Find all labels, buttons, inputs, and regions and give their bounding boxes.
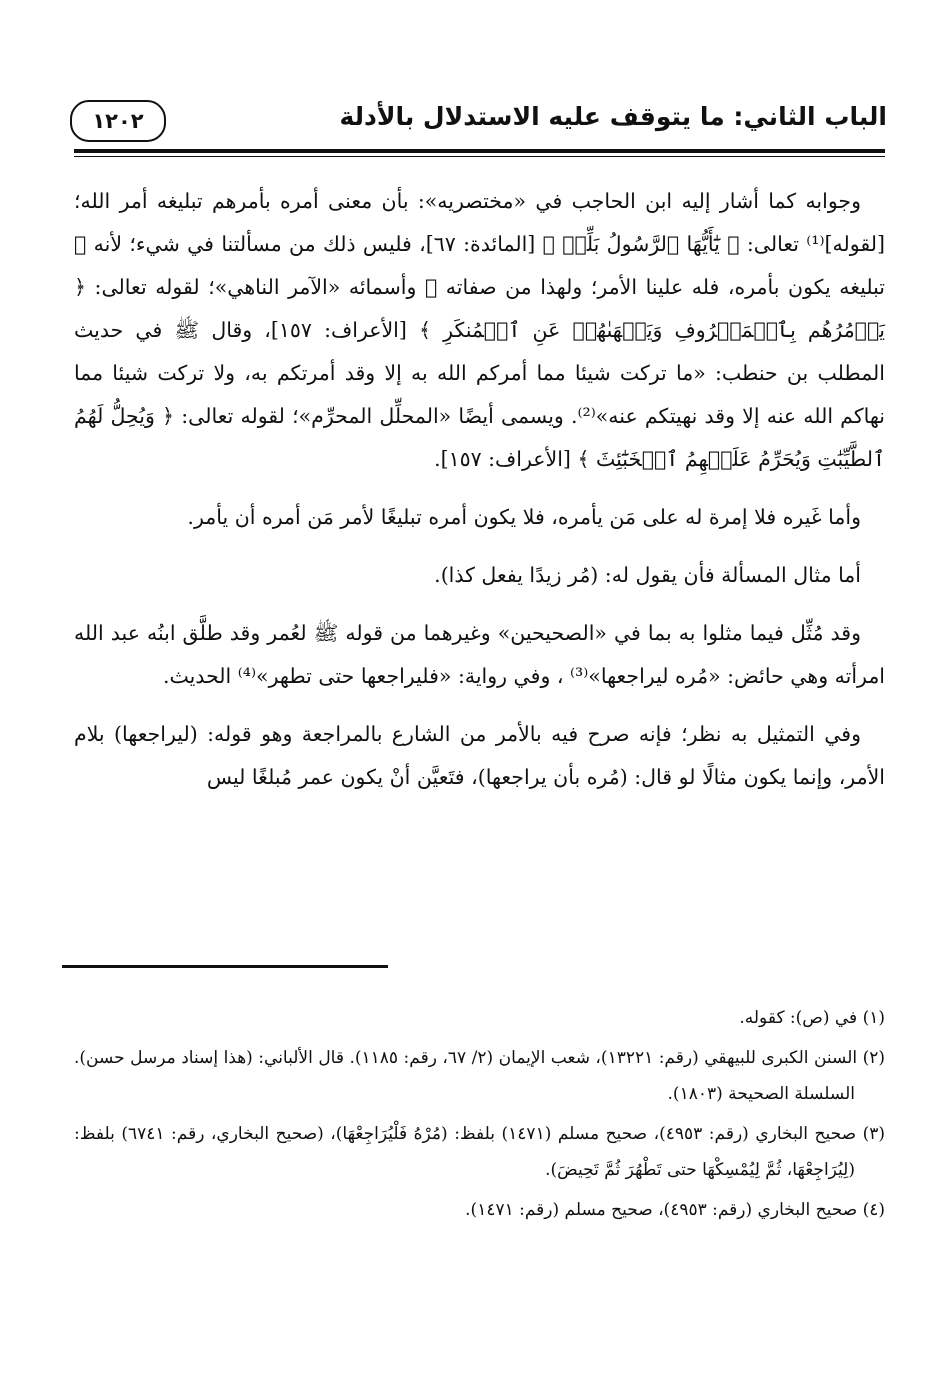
footnotes	[74, 1000, 885, 1232]
paragraph-1: وجوابه كما أشار إليه ابن الحاجب في «مختصريه»: بأن معنى أمره بأمرهم تبليغه أمر الله؛ [لقوله]⁽¹⁾ تعالى: ﴿ يَٰٓأَيُّهَا ٱلرَّسُولُ بَلِّغۡ ﴾ [المائدة: ٦٧]، فليس ذلك من مسألتنا في شيء؛ لأنه ﷺ تبليغه يكون بأمره، فله علينا الأمر؛ ولهذا من صفاته ﷺ وأسمائه «الآمر الناهي»؛ لقوله تعالى: ﴿ يَأۡمُرُهُم بِٱلۡمَعۡرُوفِ وَيَنۡهَىٰهُمۡ عَنِ ٱلۡمُنكَرِ ﴾ [الأعراف: ١٥٧]، وقال ﷺ في حديث المطلب بن حنطب: «ما تركت شيئا مما أمركم الله به إلا وقد أمرتكم به، ولا تركت شيئا مما نهاكم الله عنه إلا وقد نهيتكم عنه»⁽²⁾. ويسمى أيضًا «المحلِّل المحرِّم»؛ لقوله تعالى: ﴿ وَيُحِلُّ لَهُمُ ٱلطَّيِّبَٰتِ وَيُحَرِّمُ عَلَيۡهِمُ ٱلۡخَبَٰٓئِثَ ﴾ [الأعراف: ١٥٧].	[74, 189, 885, 471]
main-text	[74, 180, 885, 799]
running-title: الباب الثاني: ما يتوقف عليه الاستدلال بالأدلة	[339, 102, 887, 131]
page-header	[70, 100, 887, 148]
header-rule-thick	[74, 149, 885, 153]
footnote-3: (٣) صحيح البخاري (رقم: ٤٩٥٣)، صحيح مسلم (١٤٧١) بلفظ: (مُرْهُ فَلْيُرَاجِعْهَا)، (صحيح البخاري، رقم: ٦٧٤١) بلفظ: (لِيُرَاجِعْهَا، ثُمَّ لِيُمْسِكْهَا حتى تَطْهُرَ ثُمَّ تَحِيضَ).	[74, 1124, 885, 1180]
paragraph-3: أما مثال المسألة فأن يقول له: (مُر زيدًا يفعل كذا).	[434, 563, 861, 587]
footnote-separator	[62, 965, 388, 968]
header-rule-thin	[74, 156, 885, 157]
footnote-1: (١) في (ص): كقوله.	[739, 1008, 885, 1028]
footnote-4: (٤) صحيح البخاري (رقم: ٤٩٥٣)، صحيح مسلم (رقم: ١٤٧١).	[465, 1200, 885, 1220]
paragraph-5: وفي التمثيل به نظر؛ فإنه صرح فيه بالأمر من الشارع بالمراجعة وهو قوله: (ليراجعها) بلام الأمر، وإنما يكون مثالًا لو قال: (مُره بأن يراجعها)، فتَعيَّن أنْ يكون عمر مُبلغًا ليس	[74, 722, 885, 789]
footnote-2: (٢) السنن الكبرى للبيهقي (رقم: ١٣٢٢١)، شعب الإيمان (٢/ ٦٧، رقم: ١١٨٥). قال الألباني: (هذا إسناد مرسل حسن). السلسلة الصحيحة (١٨٠٣).	[74, 1048, 886, 1104]
paragraph-4: وقد مُثِّل فيما مثلوا به بما في «الصحيحين» وغيرهما من قوله ﷺ لعُمر وقد طلَّق ابنُه عبد الله امرأته وهي حائض: «مُره ليراجعها»⁽³⁾ ، وفي رواية: «فليراجعها حتى تطهر»⁽⁴⁾ الحديث.	[74, 621, 885, 688]
paragraph-2: وأما غَيره فلا إمرة له على مَن يأمره، فلا يكون أمره تبليغًا لأمر مَن أمره أن يأمر.	[187, 505, 861, 529]
page-number: ١٢٠٢	[70, 100, 166, 142]
